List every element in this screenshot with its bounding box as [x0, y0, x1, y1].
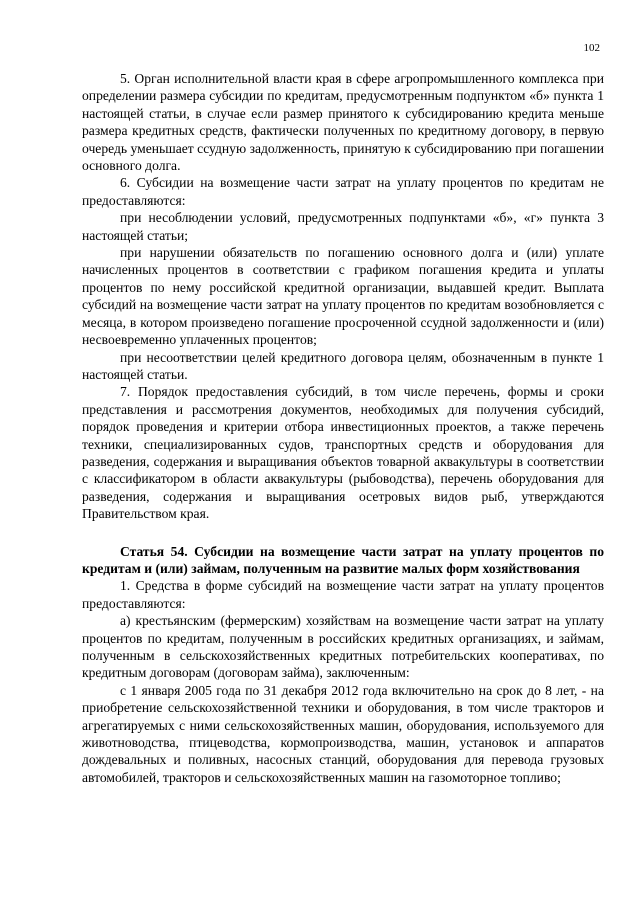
article-54-paragraph-1: 1. Средства в форме субсидий на возмещение части затрат на уплату процентов предоставляются:: [82, 578, 604, 611]
article-54-subparagraph-a: а) крестьянским (фермерским) хозяйствам на возмещение части затрат на уплату процентов по кредитам, полученным в российских кредитных организациях, и займам, полученным в сельскохозяйственных кредитных потребительских кооперативах, по кредитным договорам (договорам займа), заключенным:: [82, 613, 604, 681]
paragraph-6-item-3: при несоответствии целей кредитного договора целям, обозначенным в пункте 1 настоящей статьи.: [82, 349, 604, 382]
document-body: [82, 70, 604, 786]
article-54-subparagraph-a-period: с 1 января 2005 года по 31 декабря 2012 года включительно на срок до 8 лет, - на приобретение сельскохозяйственной техники и оборудования, в том числе тракторов и агрегатируемых с ними сельскохозяйственных машин, оборудования, используемого для животноводства, птицеводства, кормопроизводства, машин, установок и аппаратов дождевальных и поливных, насосных станций, оборудования для перевода грузовых автомобилей, тракторов и сельскохозяйственных машин на газомоторное топливо;: [82, 682, 604, 785]
section-spacer: [82, 523, 604, 543]
paragraph-6-item-2: при нарушении обязательств по погашению основного долга и (или) уплате начисленных процентов в соответствии с графиком погашения кредита и уплаты процентов по нему российской кредитной организации, выдавшей кредит. Выплата субсидий на возмещение части затрат на уплату процентов по кредитам возобновляется с месяца, в котором произведено погашение просроченной ссудной задолженности и (или) несвоевременно уплаченных процентов;: [82, 245, 604, 348]
paragraph-6: 6. Субсидии на возмещение части затрат на уплату процентов по кредитам не предоставляются:: [82, 175, 604, 208]
paragraph-5: 5. Орган исполнительной власти края в сфере агропромышленного комплекса при определении размера субсидии по кредитам, предусмотренным подпунктом «б» пункта 1 настоящей статьи, в случае если размер принятого к субсидированию кредита меньше размера кредитных средств, фактически полученных по кредитному договору, в первую очередь уменьшает ссудную задолженность, принятую к субсидированию при погашении основного долга.: [82, 71, 604, 174]
page-number: 102: [583, 42, 600, 54]
article-54-heading: Статья 54. Субсидии на возмещение части затрат на уплату процентов по кредитам и (или) займам, полученным на развитие малых форм хозяйствования: [82, 543, 604, 576]
paragraph-7: 7. Порядок предоставления субсидий, в том числе перечень, формы и сроки представления и рассмотрения документов, необходимых для получения субсидий, порядок проведения и критерии отбора инвестиционных проектов, а также перечень техники, специализированных судов, транспортных средств и оборудования для разведения, содержания и выращивания объектов товарной аквакультуры в соответствии с классификатором в области аквакультуры (рыбоводства), перечень оборудования для разведения, содержания и выращивания осетровых видов рыб, утверждаются Правительством края.: [82, 384, 604, 522]
paragraph-6-item-1: при несоблюдении условий, предусмотренных подпунктами «б», «г» пункта 3 настоящей статьи;: [82, 210, 604, 243]
